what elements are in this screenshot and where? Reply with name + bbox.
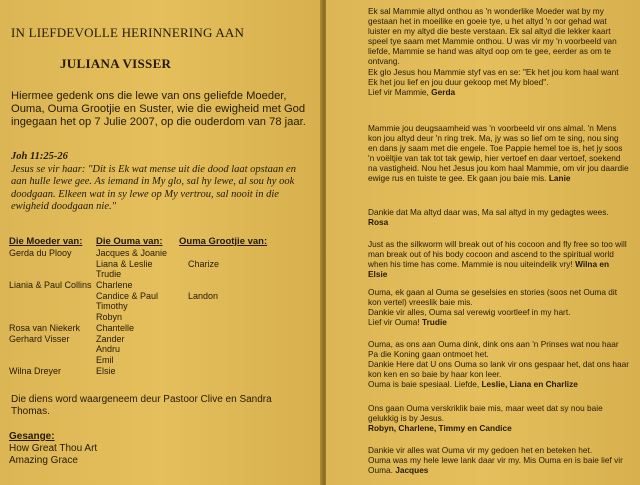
family-name: Zander (96, 333, 125, 344)
family-name (9, 355, 92, 366)
tribute-signature: Rosa (368, 217, 389, 228)
tribute (368, 207, 609, 227)
tribute (368, 403, 630, 433)
grandmother-of-header: Die Ouma van: (96, 236, 163, 247)
tribute-text: Dankie vir alles wat Ouma vir my gedoen het en beteken het. Ouma was my hele lewe lank daar vir my. Mis Ouma en is baie lief vir Ouma. (368, 445, 623, 476)
family-name: Gerda du Plooy (9, 248, 72, 258)
mothers-column (9, 248, 92, 376)
tribute-signature: Leslie, Liana en Charlize (481, 379, 578, 390)
family-name (188, 248, 219, 259)
family-name (188, 269, 219, 280)
family-name (9, 312, 92, 323)
family-name: Elsie (96, 365, 116, 376)
verse-reference: Joh 11:25-26 (11, 151, 68, 162)
tribute-signature: Robyn, Charlene, Timmy en Candice (368, 423, 512, 434)
tribute (368, 445, 630, 475)
family-name (9, 301, 92, 312)
tribute-text: Just as the silkworm will break out of his cocoon and fly free so too will man break out of his body cocoon and ascend to the spiritual world when his time has come. Mammie is nou uiteindelik vry! (368, 239, 627, 270)
family-name: Chantelle (96, 322, 135, 333)
tribute (368, 6, 630, 97)
family-name (9, 269, 92, 280)
family-name: Jacques & Joanie (96, 248, 168, 258)
tribute-signature: Wilna en Elsie (368, 259, 610, 280)
song-item: Amazing Grace (9, 454, 78, 466)
deceased-name: JULIANA VISSER (60, 56, 172, 71)
great-grandmother-of-header: Ouma Grootjie van: (179, 236, 268, 247)
tribute-text: Ouma, as ons aan Ouma dink, dink ons aan 'n Prinses wat nou haar Pa die Koning gaan ontmoet het. Dankie Here dat U ons Ouma so lank vir ons gespaar het, dat ons haar kon ken en so baie by haar kon leer. Ouma is baie spesiaal. Liefde, (368, 339, 630, 390)
grandchildren-column (96, 248, 167, 376)
service-note: Die diens word waargeneem deur Pastoor Clive en Sandra Thomas. (11, 394, 272, 417)
family-name (9, 259, 92, 270)
tribute (368, 123, 630, 184)
family-name: Liania & Paul Collins (9, 280, 92, 291)
song-item: How Great Thou Art (9, 443, 98, 454)
family-name: Liana & Leslie (96, 258, 153, 269)
tribute (368, 339, 630, 389)
family-name: Emil (96, 354, 114, 365)
family-name (188, 280, 219, 291)
family-name: Charlene (96, 280, 133, 291)
tribute-text: Ek sal Mammie altyd onthou as 'n wonderlike Moeder wat by my gestaan het in moeilike en goeie tye, u het altyd 'n oor gehad wat luister en my altyd die beste verstaan. Ek sal altyd die lekker kaart speel tye saam met Mammie onthou. U was vir my 'n voorbeeld van liefde, Mammie se hand was altyd oop om te gee, eerder as om te ontvang. Ek glo Jesus hou Mammie styf vas en se: "Ek het jou kom haal want Ek het jou lief en jou duur gekoop met My bloed". Lief vir Mammie, (368, 6, 619, 97)
tribute-signature: Jacques (395, 465, 429, 476)
scripture-verse: Jesus se vir haar: "Dit is Ek wat mense uit die dood laat opstaan en aan hulle lewe gee. As iemand in My glo, sal hy lewe, al sou hy ook doodgaan. Elkeen wat in sy lewe op My vertrou, sal nooit in die ewigheid doodgaan nie." (11, 164, 296, 213)
family-name: Charize (188, 258, 220, 269)
intro-paragraph: Hiermee gedenk ons die lewe van ons geliefde Moeder, Ouma, Ouma Grootjie en Suster, wie die ewigheid met God ingegaan het op 7 Julie 2007, op die ouderdom van 78 jaar. (11, 90, 306, 128)
family-name: Robyn (96, 312, 123, 323)
family-name: Landon (188, 290, 219, 301)
tribute-signature: Lanie (548, 173, 571, 184)
family-name: Gerhard Visser (9, 333, 70, 344)
family-name: Candice & Paul (96, 290, 159, 301)
tribute-text: Dankie dat Ma altyd daar was, Ma sal altyd in my gedagtes wees. (368, 207, 609, 217)
memorial-heading: IN LIEFDEVOLLE HERINNERING AAN (11, 25, 245, 40)
songs-title: Gesange: (9, 431, 55, 442)
family-name: Andru (96, 344, 121, 355)
family-name (9, 344, 92, 355)
family-name: Trudie (96, 269, 122, 280)
great-grandchildren-column (188, 248, 219, 301)
family-name: Wilna Dreyer (9, 365, 62, 376)
family-name (9, 291, 92, 302)
tribute-text: Ouma, ek gaan al Ouma se geselsies en stories (soos net Ouma dit kon vertel) vreeslik baie mis. Dankie vir alles, Ouma sal verewig voortleef in my hart. Lief vir Ouma! (368, 287, 618, 328)
tribute-signature: Gerda (431, 86, 456, 97)
tribute-text: Mammie jou deugsaamheid was 'n voorbeeld vir ons almal. 'n Mens kon jou altyd deur 'n ring trek. Ma, jy was so lief om te sing, nou sing en dans jy saam met die engele. Toe Pappie hemel toe is, het jy soos 'n voëltjie van tak tot tak gewip, hier vertoef en daar vertoef, soekend na vastigheid. Nou het Jesus jou kom haal Mammie, om vir jou daardie ewige rus en tuiste te gee. Ek gaan jou baie mis. (368, 123, 629, 184)
tribute (368, 287, 630, 327)
tribute-text: Ons gaan Ouma verskriklik baie mis, maar weet dat sy nou baie gelukkig is by Jesus. (368, 403, 603, 424)
family-name: Rosa van Niekerk (9, 322, 81, 333)
tribute (368, 239, 630, 279)
tribute-signature: Trudie (421, 317, 447, 328)
mother-of-header: Die Moeder van: (9, 236, 83, 247)
songs-list (9, 443, 97, 466)
family-name: Timothy (96, 301, 128, 312)
